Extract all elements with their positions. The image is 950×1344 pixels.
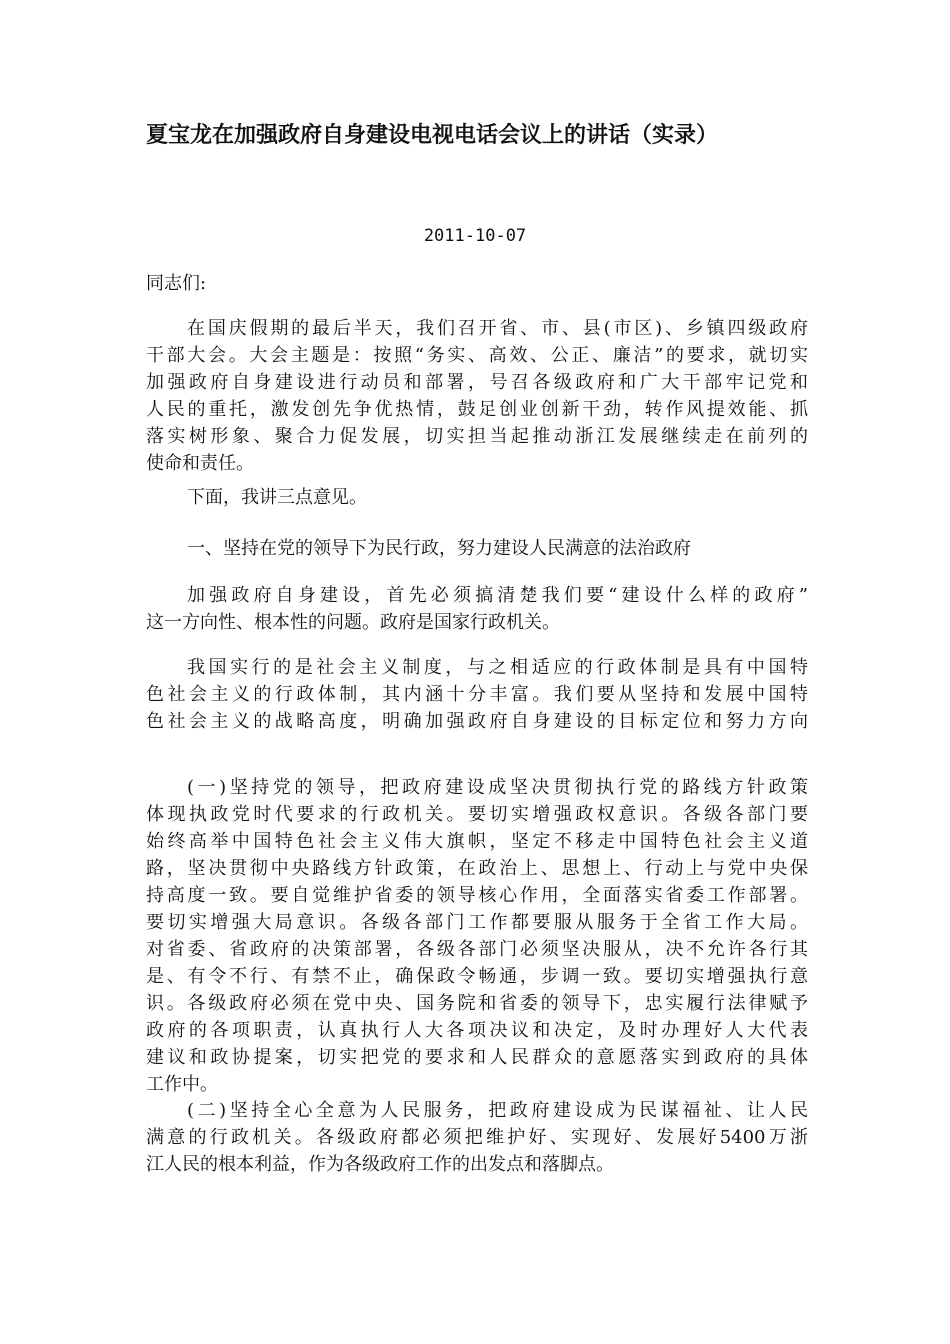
document-date: 2011-10-07 [423, 226, 527, 246]
paragraph-line: 加强政府自身建设进行动员和部署，号召各级政府和广大干部牢记党和 [146, 372, 808, 393]
paragraph-line: 在国庆假期的最后半天，我们召开省、市、县(市区)、乡镇四级政府 [187, 318, 808, 339]
paragraph-opening [146, 315, 808, 477]
paragraph-line: 识。各级政府必须在党中央、国务院和省委的领导下，忠实履行法律赋予 [146, 993, 808, 1014]
paragraph-line: 江人民的根本利益，作为各级政府工作的出发点和落脚点。 [146, 1154, 614, 1175]
paragraph-direction [146, 582, 808, 636]
paragraph-line: 人民的重托，激发创先争优热情，鼓足创业创新干劲，转作风提效能、抓 [146, 399, 808, 420]
paragraph-system [146, 654, 808, 735]
paragraph-point-1 [146, 774, 808, 1098]
paragraph-line: 色社会主义的战略高度，明确加强政府自身建设的目标定位和努力方向 [146, 711, 808, 732]
paragraph-line: 始终高举中国特色社会主义伟大旗帜，坚定不移走中国特色社会主义道 [146, 831, 808, 852]
paragraph-line: 路，坚决贯彻中央路线方针政策，在政治上、思想上、行动上与党中央保 [146, 858, 808, 879]
section-heading-1 [146, 535, 808, 562]
document-title: 夏宝龙在加强政府自身建设电视电话会议上的讲话（实录） [146, 123, 719, 148]
paragraph-line: 持高度一致。要自觉维护省委的领导核心作用，全面落实省委工作部署。 [146, 885, 808, 906]
paragraph-line: 体现执政党时代要求的行政机关。要切实增强政权意识。各级各部门要 [146, 804, 808, 825]
paragraph-line: 落实树形象、聚合力促发展，切实担当起推动浙江发展继续走在前列的 [146, 426, 808, 447]
paragraph-line: 满意的行政机关。各级政府都必须把维护好、实现好、发展好5400万浙 [146, 1127, 808, 1148]
paragraph-line: (二)坚持全心全意为人民服务，把政府建设成为民谋福祉、让人民 [187, 1100, 808, 1121]
paragraph-line: 下面，我讲三点意见。 [187, 487, 367, 508]
paragraph-line: 工作中。 [146, 1074, 218, 1095]
section-heading-line: 一、坚持在党的领导下为民行政，努力建设人民满意的法治政府 [187, 538, 691, 559]
paragraph-line: 干部大会。大会主题是：按照“务实、高效、公正、廉洁”的要求，就切实 [146, 345, 808, 366]
paragraph-line: 加强政府自身建设，首先必须搞清楚我们要“建设什么样的政府” [187, 585, 808, 606]
paragraph-line: 对省委、省政府的决策部署，各级各部门必须坚决服从，决不允许各行其 [146, 939, 808, 960]
paragraph-line: 要切实增强大局意识。各级各部门工作都要服从服务于全省工作大局。 [146, 912, 808, 933]
paragraph-line: 我国实行的是社会主义制度，与之相适应的行政体制是具有中国特 [187, 657, 808, 678]
paragraph-line: (一)坚持党的领导，把政府建设成坚决贯彻执行党的路线方针政策 [187, 777, 808, 798]
paragraph-line: 色社会主义的行政体制，其内涵十分丰富。我们要从坚持和发展中国特 [146, 684, 808, 705]
paragraph-point-2 [146, 1097, 808, 1178]
greeting: 同志们: [146, 273, 207, 294]
paragraph-line: 是、有令不行、有禁不止，确保政令畅通，步调一致。要切实增强执行意 [146, 966, 808, 987]
paragraph-line: 这一方向性、根本性的问题。政府是国家行政机关。 [146, 612, 560, 633]
paragraph-line: 建议和政协提案，切实把党的要求和人民群众的意愿落实到政府的具体 [146, 1047, 808, 1068]
paragraph-line: 使命和责任。 [146, 453, 254, 474]
paragraph-line: 政府的各项职责，认真执行人大各项决议和决定，及时办理好人大代表 [146, 1020, 808, 1041]
paragraph-outline-intro [146, 484, 808, 511]
